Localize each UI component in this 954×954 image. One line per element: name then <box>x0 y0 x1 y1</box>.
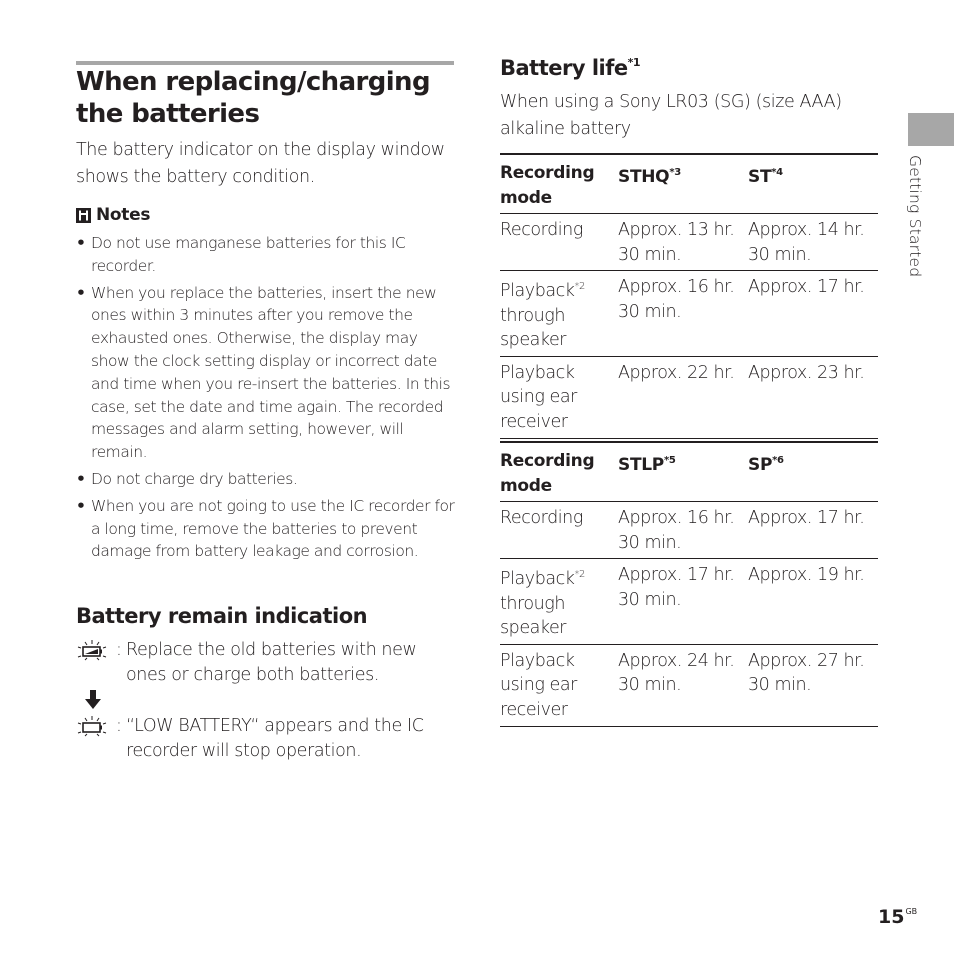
section-tab-text: Getting Started <box>906 155 924 278</box>
header-mode: Recording mode <box>500 163 595 208</box>
note-item: • Do not use manganese batteries for this IC recorder. <box>76 232 456 278</box>
header-col2 <box>748 154 878 214</box>
battery-empty-blinking-icon <box>76 715 108 737</box>
header-col1 <box>618 442 748 502</box>
footnote-ref: *4 <box>771 167 783 178</box>
header-col2-label: SP <box>748 455 773 475</box>
header-mode: Recording mode <box>500 451 595 496</box>
battery-life-heading <box>500 56 640 80</box>
row-value-1: Approx. 24 hr. 30 min. <box>618 650 735 695</box>
row-value-2: Approx. 17 hr. <box>748 277 865 297</box>
row-value-2: Approx. 23 hr. <box>748 362 865 383</box>
header-col1-label: STHQ <box>618 167 670 187</box>
row-mode-rest: through speaker <box>500 305 567 350</box>
battery-life-heading-label: Battery life <box>500 56 628 80</box>
row-value-2: Approx. 19 hr. <box>748 565 865 585</box>
footnote-ref: *3 <box>669 167 681 178</box>
notes-heading-label: Notes <box>96 205 151 225</box>
row-value-2: Approx. 14 hr. 30 min. <box>748 220 865 265</box>
title-rule <box>76 61 454 65</box>
indication-colon: : <box>116 716 122 736</box>
note-icon <box>76 208 91 223</box>
row-value-1: Approx. 16 hr. 30 min. <box>618 277 735 322</box>
table-row <box>500 214 878 271</box>
footnote-ref: *2 <box>574 281 585 292</box>
section-tab-label <box>902 155 930 295</box>
table-row <box>500 356 878 439</box>
indication-text: “LOW BATTERY“ appears and the IC recorder will stop operation. <box>126 716 424 761</box>
note-item: • Do not charge dry batteries. <box>76 468 456 491</box>
battery-life-subheading: When using a Sony LR03 (SG) (size AAA) alkaline battery <box>500 92 842 139</box>
indication-text: Replace the old batteries with new ones or charge both batteries. <box>126 640 417 685</box>
page-number-value: 15 <box>878 906 905 928</box>
page-number <box>878 906 917 928</box>
page-title: When replacing/charging the batteries <box>76 67 430 129</box>
indication-colon: : <box>116 640 122 660</box>
header-col2-label: ST <box>748 167 772 187</box>
table-row <box>500 644 878 727</box>
footnote-ref: *2 <box>574 569 585 580</box>
footnote-ref: *5 <box>663 455 676 466</box>
indication-row <box>76 714 456 764</box>
table-row <box>500 559 878 645</box>
header-col2 <box>748 442 878 502</box>
table-row <box>500 502 878 559</box>
section-tab-marker <box>908 113 954 146</box>
header-col1 <box>618 154 748 214</box>
row-value-2: Approx. 27 hr. 30 min. <box>748 650 865 695</box>
battery-low-blinking-icon <box>76 639 108 661</box>
row-value-1: Approx. 16 hr. 30 min. <box>618 508 735 553</box>
row-mode-label: Playback <box>500 281 575 301</box>
row-value-1: Approx. 17 hr. 30 min. <box>618 565 735 610</box>
row-mode: Recording <box>500 220 583 240</box>
battery-life-table-1 <box>500 153 878 439</box>
row-mode <box>500 271 618 357</box>
footnote-ref: *6 <box>772 455 784 466</box>
row-mode <box>500 559 618 645</box>
row-mode: Recording <box>500 508 583 528</box>
indication-row <box>76 638 456 688</box>
row-value-1: Approx. 22 hr. <box>618 362 735 383</box>
arrow-down-icon <box>84 690 102 710</box>
row-mode-label: Playback <box>500 569 575 589</box>
row-value-2: Approx. 17 hr. <box>748 508 865 528</box>
battery-remain-heading: Battery remain indication <box>76 604 368 628</box>
row-mode: Playback using ear receiver <box>500 362 577 432</box>
footnote-ref: *1 <box>627 56 641 69</box>
row-mode: Playback using ear receiver <box>500 650 577 720</box>
table-header-row <box>500 154 878 214</box>
page-number-suffix: GB <box>905 907 918 916</box>
battery-life-table-2 <box>500 441 878 727</box>
intro-paragraph: The battery indicator on the display window shows the battery condition. <box>76 140 445 187</box>
table-row <box>500 271 878 357</box>
note-item: • When you are not going to use the IC recorder for a long time, remove the batteries to prevent damage from battery leakage and corrosion. <box>76 495 456 563</box>
note-item: • When you replace the batteries, insert the new ones within 3 minutes after you remove the exhausted ones. Otherwise, the display may show the clock setting display or incorrect date and time when you re-insert the batteries. In this case, set the date and time again. The recorded messages and alarm setting, however, will remain. <box>76 282 456 464</box>
notes-list <box>76 232 456 567</box>
row-mode-rest: through speaker <box>500 593 567 638</box>
row-value-1: Approx. 13 hr. 30 min. <box>618 220 735 265</box>
table-header-row <box>500 442 878 502</box>
notes-heading <box>76 205 150 225</box>
header-col1-label: STLP <box>618 455 664 475</box>
